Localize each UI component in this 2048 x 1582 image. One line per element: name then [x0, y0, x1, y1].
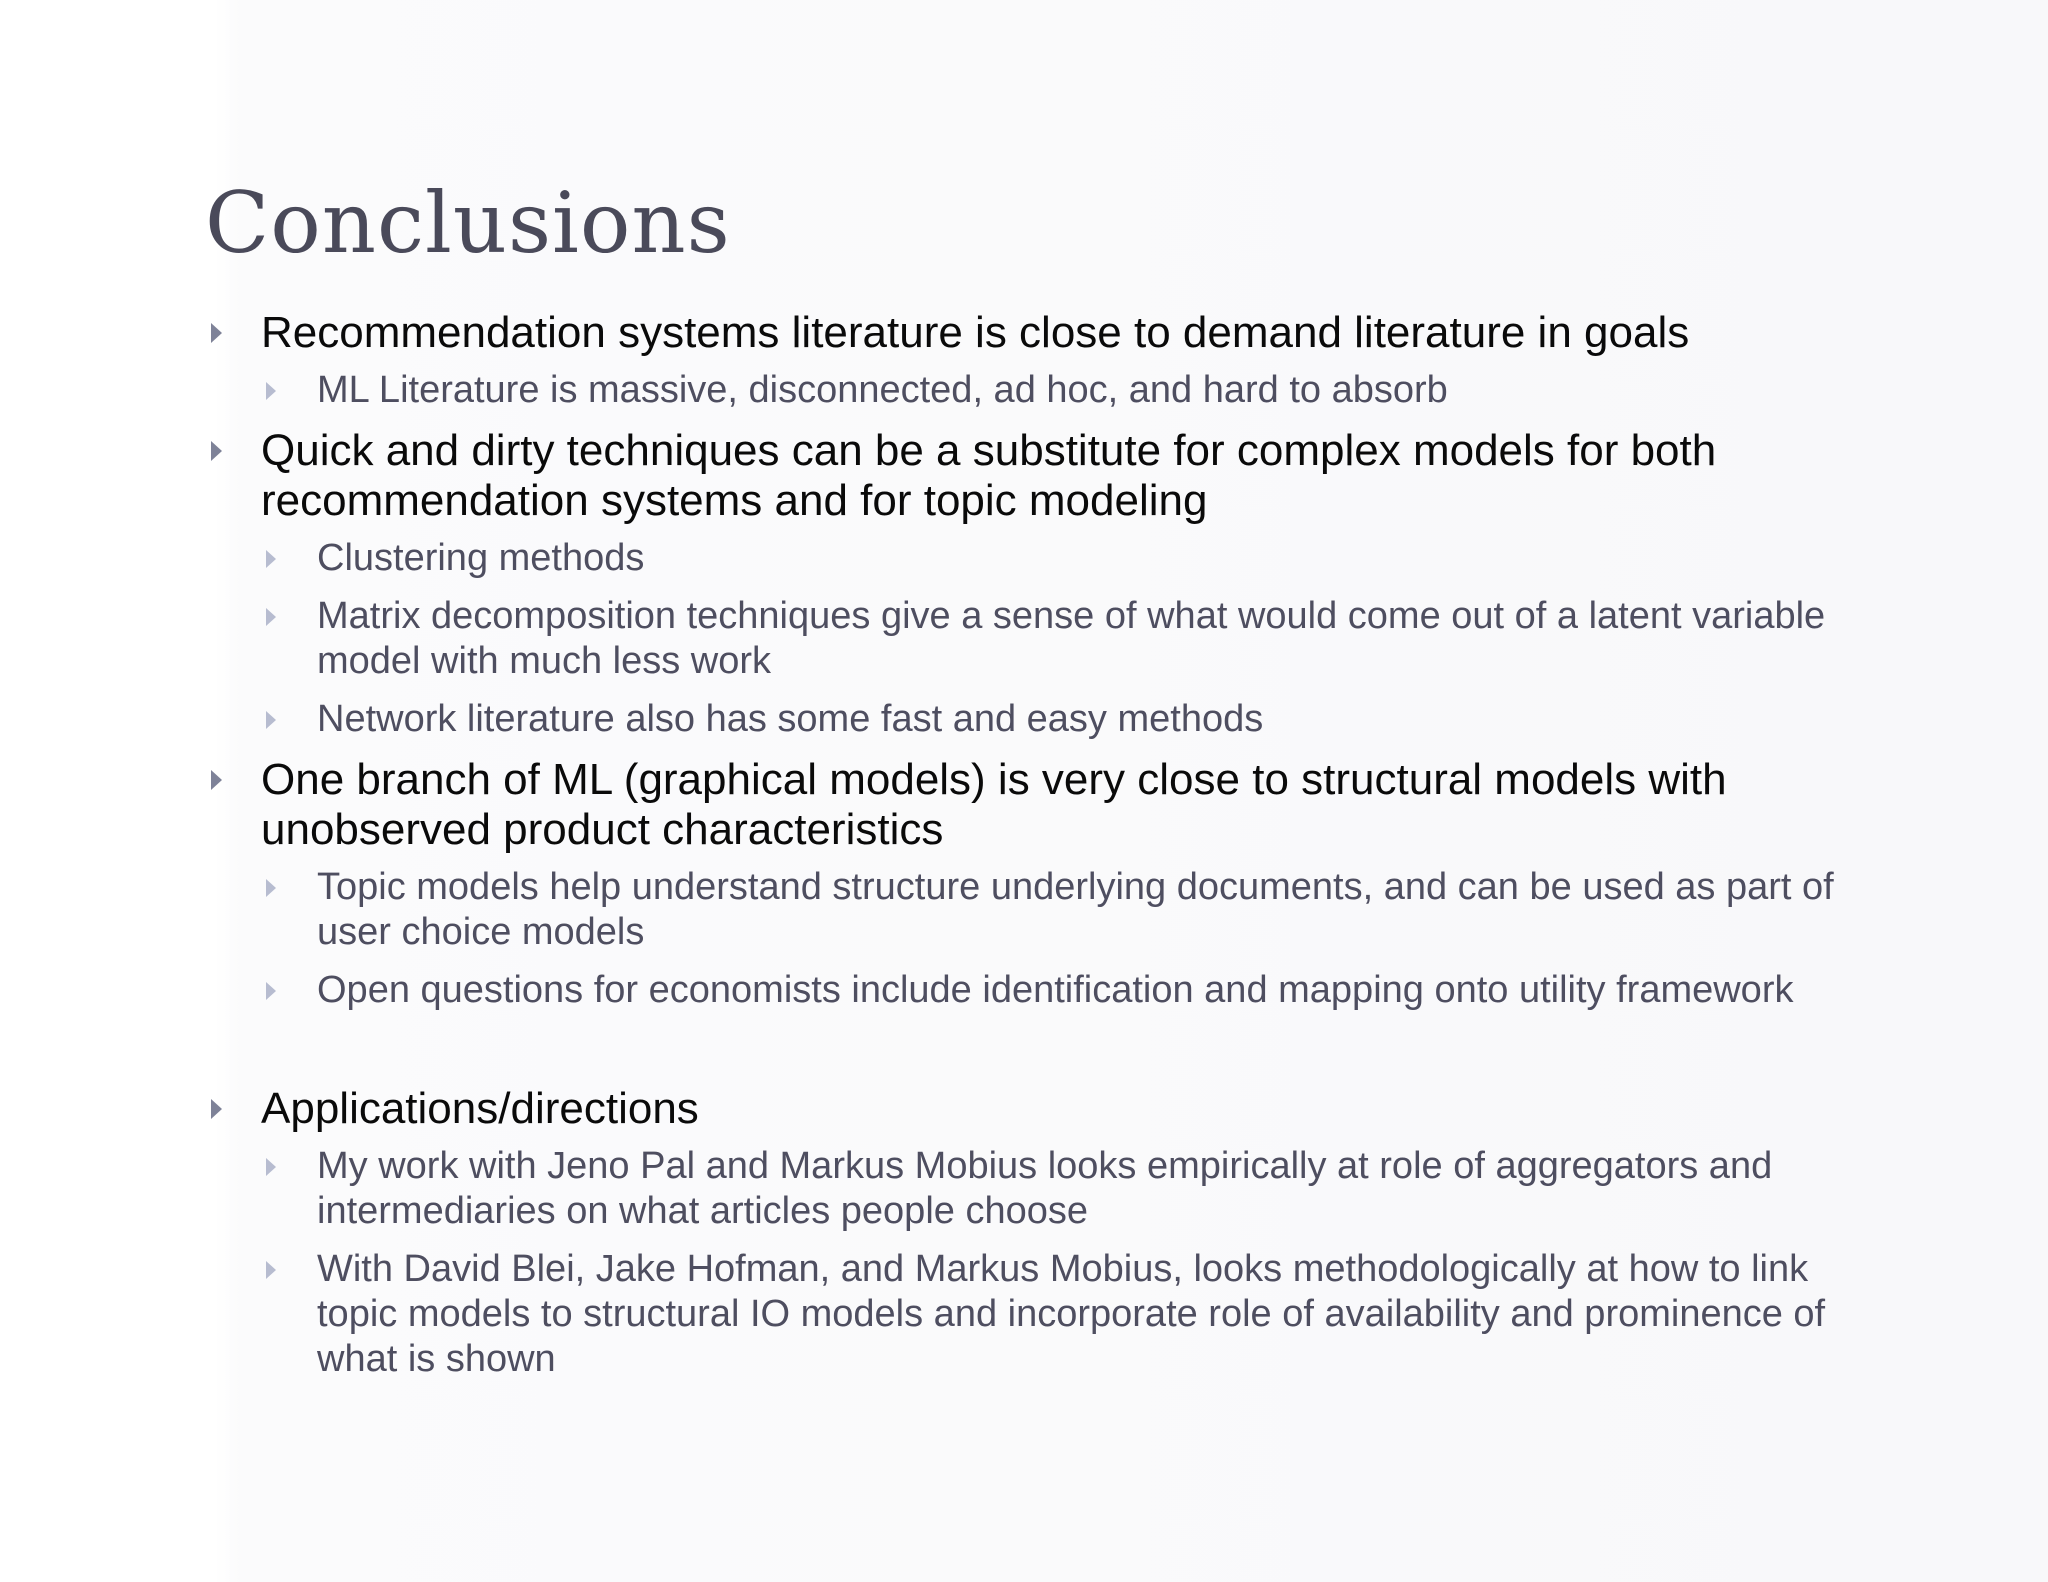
sub-bullet-arrow-icon: [266, 711, 276, 729]
sub-bullet-text: With David Blei, Jake Hofman, and Markus Mobius, looks methodologically at how to link topic models to structural IO models and incorporate role of availability and prominence of what is shown: [317, 1248, 1826, 1380]
sub-bullet-text: Matrix decomposition techniques give a sense of what would come out of a latent variable model with much less work: [317, 595, 1826, 682]
bullet-applications: [205, 1084, 1845, 1134]
sub-bullet-text: My work with Jeno Pal and Markus Mobius looks empirically at role of aggregators and intermediaries on what articles people choose: [317, 1145, 1773, 1232]
sub-bullet-arrow-icon: [266, 382, 276, 400]
bullet-graphical-models: [205, 755, 1845, 855]
sub-bullet-matrix-decomposition: [205, 594, 1845, 684]
sub-bullet-arrow-icon: [266, 550, 276, 568]
sub-bullet-my-work: [205, 1144, 1845, 1234]
sub-bullet-text: Network literature also has some fast and easy methods: [317, 698, 1264, 740]
sub-bullet-clustering: [205, 536, 1845, 581]
spacer: [205, 1026, 1845, 1084]
sub-bullet-text: Clustering methods: [317, 537, 645, 579]
bullet-text: One branch of ML (graphical models) is very close to structural models with unobserved product characteristics: [261, 755, 1727, 854]
sub-bullet-network-literature: [205, 697, 1845, 742]
bullet-recommendation-systems: [205, 308, 1845, 358]
bullet-text: Quick and dirty techniques can be a substitute for complex models for both recommendation systems and for topic modeling: [261, 426, 1717, 525]
bullet-text: Recommendation systems literature is close to demand literature in goals: [261, 308, 1690, 357]
sub-bullet-arrow-icon: [266, 1261, 276, 1279]
sub-bullet-topic-models: [205, 865, 1845, 955]
bullet-arrow-icon: [211, 323, 222, 343]
bullet-arrow-icon: [211, 770, 222, 790]
bullet-arrow-icon: [211, 441, 222, 461]
bullet-list: [205, 308, 1845, 1395]
sub-bullet-arrow-icon: [266, 879, 276, 897]
bullet-quick-and-dirty: [205, 426, 1845, 526]
sub-bullet-arrow-icon: [266, 608, 276, 626]
slide-title: Conclusions: [205, 174, 731, 272]
sub-bullet-arrow-icon: [266, 982, 276, 1000]
sub-bullet-text: Open questions for economists include identification and mapping onto utility framework: [317, 969, 1794, 1011]
bullet-arrow-icon: [211, 1099, 222, 1119]
bullet-text: Applications/directions: [261, 1084, 699, 1133]
sub-bullet-arrow-icon: [266, 1158, 276, 1176]
sub-bullet-open-questions: [205, 968, 1845, 1013]
sub-bullet-with-david-blei: [205, 1247, 1845, 1382]
sub-bullet-text: Topic models help understand structure underlying documents, and can be used as part of user choice models: [317, 866, 1834, 953]
sub-bullet-ml-literature: [205, 368, 1845, 413]
sub-bullet-text: ML Literature is massive, disconnected, ad hoc, and hard to absorb: [317, 369, 1448, 411]
